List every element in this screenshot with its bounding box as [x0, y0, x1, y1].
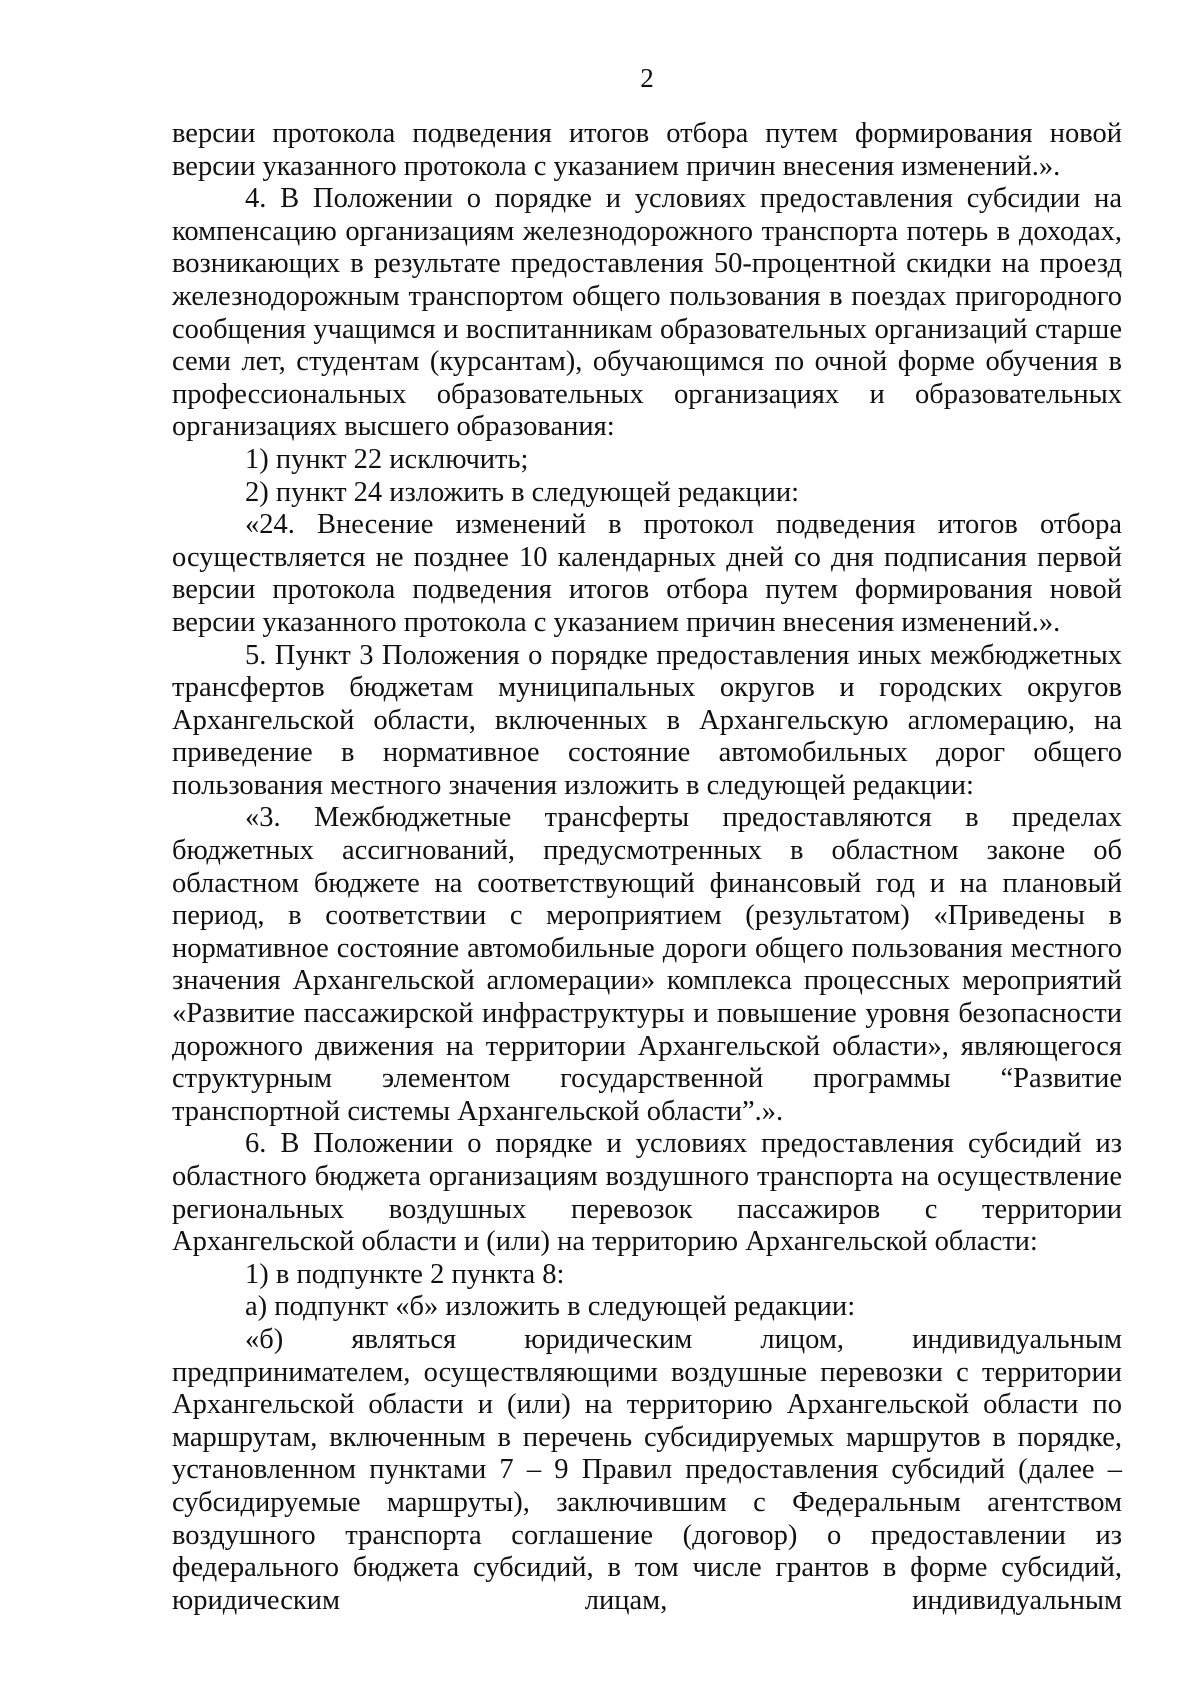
- paragraph-subitem-a: а) подпункт «б» изложить в следующей редакции:: [245, 1291, 856, 1323]
- paragraph-quote-3: «3. Межбюджетные трансферты предоставляются в пределах бюджетных ассигнований, предусмотренных в областном законе об областном бюджете на соответствующий финансовый год и на плановый период, в соответствии с мероприятием (результатом) «Приведены в нормативное состояние автомобильные дороги общего пользования местного значения Архангельской агломерации» комплекса процессных мероприятий «Развитие пассажирской инфраструктуры и повышение уровня безопасности дорожного движения на территории Архангельской области», являющегося структурным элементом государственной программы “Развитие транспортной системы Архангельской области”.».: [172, 802, 1122, 1127]
- paragraph-item-6: 6. В Положении о порядке и условиях предоставления субсидий из областного бюджета организациям воздушного транспорта на осуществление региональных воздушных перевозок пассажиров с территории Архангельской области и (или) на территорию Архангельской области:: [172, 1128, 1122, 1258]
- paragraph-quote-24: «24. Внесение изменений в протокол подведения итогов отбора осуществляется не позднее 10 календарных дней со дня подписания первой версии протокола подведения итогов отбора путем формирования новой версии указанного протокола с указанием причин внесения изменений.».: [172, 509, 1122, 638]
- paragraph-item-5: 5. Пункт 3 Положения о порядке предоставления иных межбюджетных трансфертов бюджетам муниципальных округов и городских округов Архангельской области, включенных в Архангельскую агломерацию, на приведение в нормативное состояние автомобильных дорог общего пользования местного значения изложить в следующей редакции:: [172, 639, 1122, 801]
- paragraph-item-4: 4. В Положении о порядке и условиях предоставления субсидии на компенсацию организациям железнодорожного транспорта потерь в доходах, возникающих в результате предоставления 50-процентной скидки на проезд железнодорожным транспортом общего пользования в поездах пригородного сообщения учащимся и воспитанникам образовательных организаций старше семи лет, студентам (курсантам), обучающимся по очной форме обучения в профессиональных образовательных организациях и образовательных организациях высшего образования:: [172, 183, 1122, 443]
- document-page: [172, 62, 1122, 1617]
- paragraph-quote-b: «б) являться юридическим лицом, индивидуальным предпринимателем, осуществляющими воздушные перевозки с территории Архангельской области и (или) на территорию Архангельской области по маршрутам, включенным в перечень субсидируемых маршрутов в порядке, установленном пунктами 7 – 9 Правил предоставления субсидий (далее – субсидируемые маршруты), заключившим с Федеральным агентством воздушного транспорта соглашение (договор) о предоставлении из федерального бюджета субсидий, в том числе грантов в форме субсидий, юридическим лицам, индивидуальным: [172, 1323, 1122, 1616]
- paragraph-subitem-1: 1) пункт 22 исключить;: [245, 443, 529, 475]
- paragraph-subitem-1-item-8: 1) в подпункте 2 пункта 8:: [245, 1258, 565, 1290]
- page-number: 2: [640, 63, 654, 93]
- paragraph-continuation: версии протокола подведения итогов отбора путем формирования новой версии указанного протокола с указанием причин внесения изменений.».: [172, 118, 1122, 182]
- document-body: [172, 118, 1122, 1617]
- paragraph-subitem-2: 2) пункт 24 изложить в следующей редакции:: [245, 476, 800, 508]
